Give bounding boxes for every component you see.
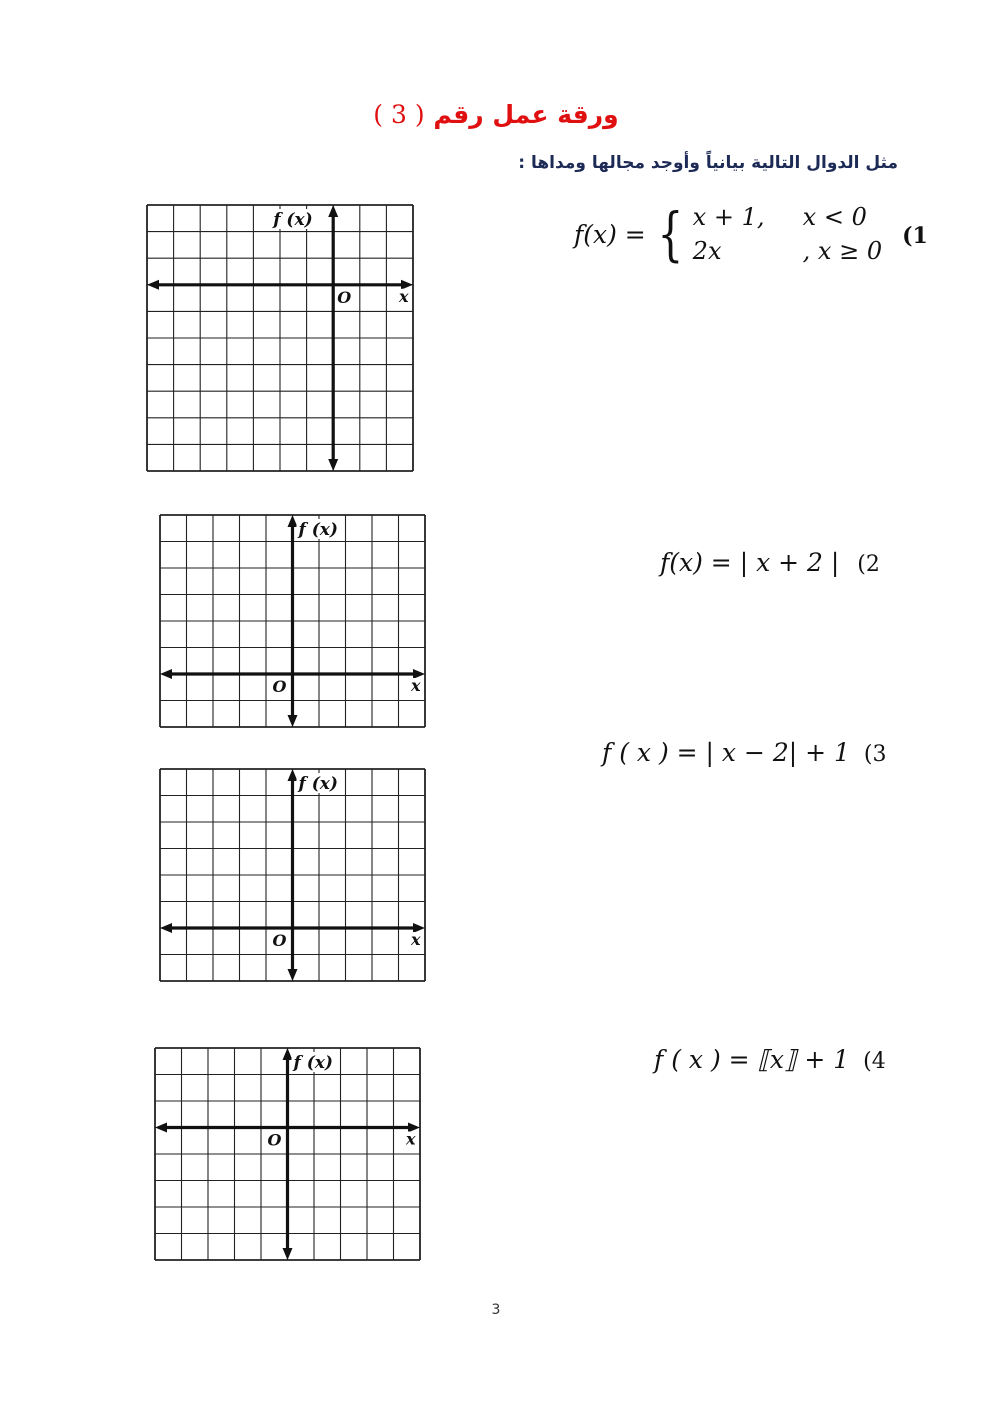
grid-svg [147, 205, 413, 471]
problem-2-expression: f(x) = | x + 2 | [660, 548, 840, 577]
arrow-down-icon [288, 715, 298, 727]
arrow-left-icon [160, 669, 172, 679]
arrow-up-icon [288, 515, 298, 527]
problem-2 [660, 548, 880, 577]
problem-3-number: (3 [863, 742, 887, 767]
x-axis-label: x [411, 930, 421, 949]
x-axis-label: x [399, 286, 409, 306]
arrow-down-icon [288, 969, 298, 981]
arrow-up-icon [288, 769, 298, 781]
case-row [693, 200, 882, 234]
f-of-x-label: f (x) [293, 1053, 333, 1073]
f-of-x-label: f (x) [298, 774, 338, 794]
arrow-left-icon [155, 1123, 167, 1133]
case-condition: , x ≥ 0 [802, 237, 883, 265]
graph-grid-4 [155, 1048, 420, 1260]
graph-grid-3 [160, 769, 425, 981]
instruction-text: مثل الدوال التالية بيانياً وأوجد مجالها ومداها : [518, 153, 898, 173]
page-number: 3 [491, 1302, 501, 1318]
graph-grid-2 [160, 515, 425, 727]
problem-3 [602, 738, 886, 767]
arrow-left-icon [147, 280, 159, 290]
grid-svg [155, 1048, 420, 1260]
origin-label: O [337, 287, 352, 307]
problem-4-number: (4 [863, 1049, 886, 1074]
f-of-x-label: f (x) [273, 210, 313, 230]
problem-1-number: (1 [902, 222, 928, 249]
brace-symbol: { [657, 200, 684, 268]
grid-svg [160, 515, 425, 727]
arrow-up-icon [328, 205, 338, 217]
problem-1-lhs: f(x) = [574, 219, 646, 249]
title-text: ورقة عمل رقم [433, 100, 619, 129]
title-number: ( 3 ) [373, 100, 425, 129]
case-expression: x + 1, [692, 203, 765, 231]
problem-1 [574, 200, 928, 268]
problem-3-expression: f ( x ) = | x − 2| + 1 [602, 738, 850, 767]
graph-grid-1 [147, 205, 413, 471]
problem-4-expression: f ( x ) = ⟦x⟧ + 1 [654, 1045, 850, 1074]
problem-2-number: (2 [857, 552, 880, 577]
grid-svg [160, 769, 425, 981]
f-of-x-label: f (x) [298, 520, 338, 540]
origin-label: O [272, 931, 287, 950]
case-row [693, 234, 882, 268]
case-expression: 2x [692, 237, 722, 265]
origin-label: O [267, 1130, 282, 1150]
origin-label: O [272, 677, 287, 696]
problem-4 [654, 1045, 886, 1074]
worksheet-title [0, 100, 992, 129]
arrow-left-icon [160, 923, 172, 933]
x-axis-label: x [411, 676, 421, 695]
arrow-up-icon [283, 1048, 293, 1060]
arrow-down-icon [328, 459, 338, 471]
case-condition: x < 0 [802, 203, 867, 231]
x-axis-label: x [406, 1129, 416, 1149]
arrow-down-icon [283, 1248, 293, 1260]
piecewise-cases [693, 200, 882, 268]
